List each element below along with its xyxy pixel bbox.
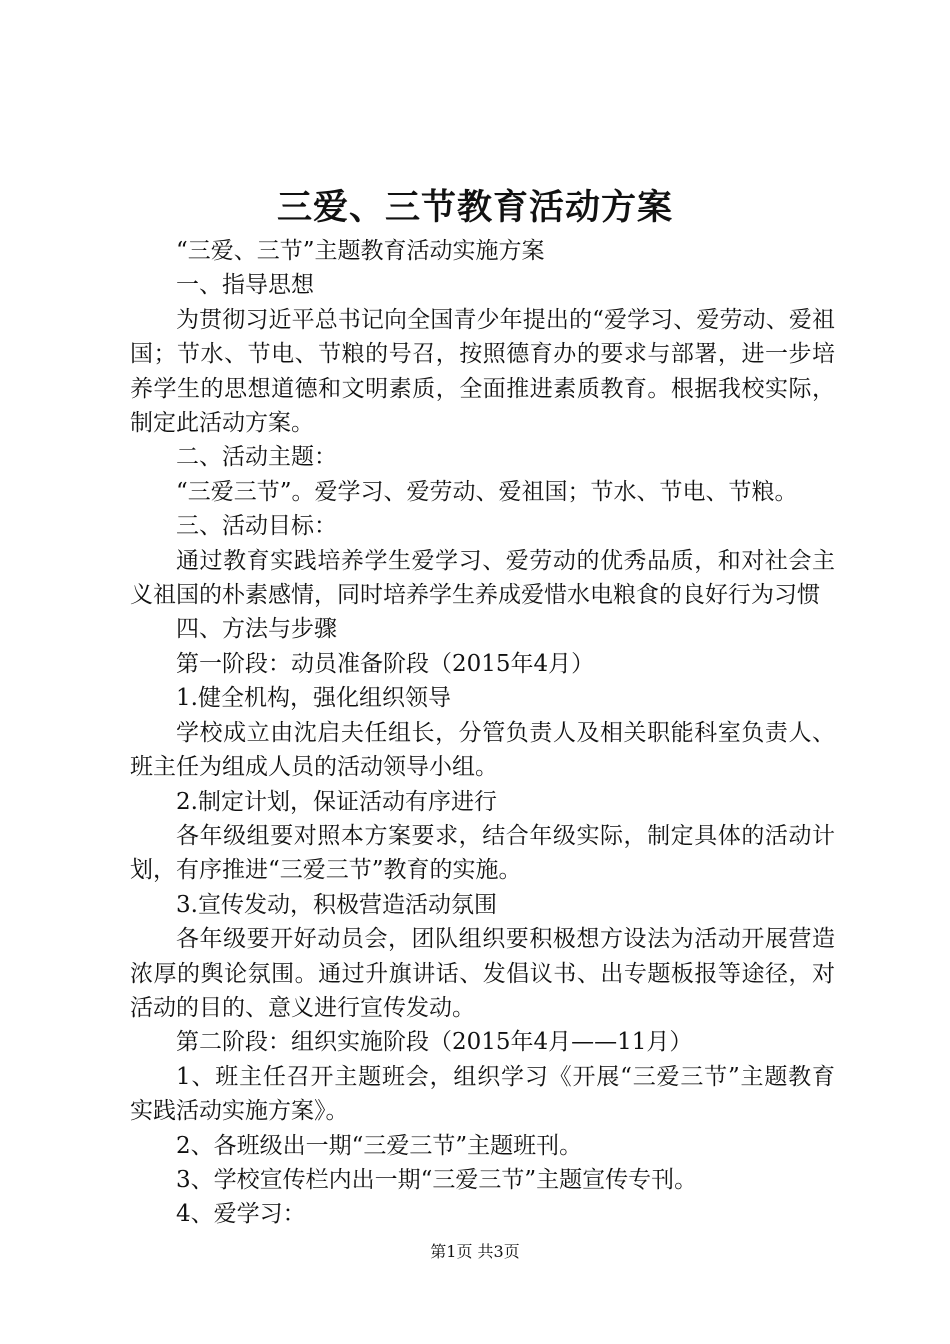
- paragraph-heading-methods: 四、方法与步骤: [176, 616, 337, 643]
- paragraph-item-1-heading: 1.健全机构，强化组织领导: [176, 685, 451, 712]
- paragraph-stage-two-item-1: 1、班主任召开主题班会，组织学习《开展“三爱三节”主题教育实践活动实施方案》。: [130, 1063, 835, 1125]
- paragraph-guiding-ideology: 为贯彻习近平总书记向全国青少年提出的“爱学习、爱劳动、爱祖国；节水、节电、节粮的号召，按照德育办的要求与部署，进一步培养学生的思想道德和文明素质，全面推进素质教育。根据我校实际，制定此活动方案。: [130, 306, 835, 437]
- page-footer: 第1页 共3页: [430, 1242, 520, 1261]
- paragraph-stage-two-item-4: 4、爱学习：: [176, 1201, 306, 1228]
- paragraph-goals: 通过教育实践培养学生爱学习、爱劳动的优秀品质，和对社会主义祖国的朴素感情，同时培养学生养成爱惜水电粮食的良好行为习惯: [130, 547, 835, 609]
- paragraph-subtitle: “三爱、三节”主题教育活动实施方案: [176, 238, 545, 264]
- paragraph-item-3-heading: 3.宣传发动，积极营造活动氛围: [176, 891, 497, 918]
- paragraph-item-2-heading: 2.制定计划，保证活动有序进行: [176, 788, 497, 815]
- paragraph-stage-two-item-3: 3、学校宣传栏内出一期“三爱三节”主题宣传专刊。: [176, 1166, 698, 1193]
- paragraph-item-1: 学校成立由沈启夫任组长，分管负责人及相关职能科室负责人、班主任为组成人员的活动领导小组。: [130, 719, 835, 781]
- paragraph-stage-two-item-2: 2、各班级出一期“三爱三节”主题班刊。: [176, 1132, 583, 1159]
- paragraph-item-2: 各年级组要对照本方案要求，结合年级实际，制定具体的活动计划，有序推进“三爱三节”教育的实施。: [130, 822, 835, 884]
- paragraph-theme: “三爱三节”。爱学习、爱劳动、爱祖国；节水、节电、节粮。: [176, 478, 798, 505]
- paragraph-heading-goals: 三、活动目标：: [176, 513, 337, 540]
- paragraph-item-3: 各年级要开好动员会，团队组织要积极想方设法为活动开展营造浓厚的舆论氛围。通过升旗讲话、发倡议书、出专题板报等途径，对活动的目的、意义进行宣传发动。: [130, 926, 835, 1021]
- document-body: [130, 234, 835, 1232]
- paragraph-stage-two: 第二阶段：组织实施阶段（2015年4月——11月）: [176, 1029, 693, 1056]
- paragraph-heading-guiding-ideology: 一、指导思想: [176, 272, 314, 299]
- paragraph-heading-theme: 二、活动主题：: [176, 444, 337, 471]
- paragraph-stage-one: 第一阶段：动员准备阶段（2015年4月）: [176, 650, 595, 677]
- document-title: 三爱、三节教育活动方案: [276, 187, 673, 228]
